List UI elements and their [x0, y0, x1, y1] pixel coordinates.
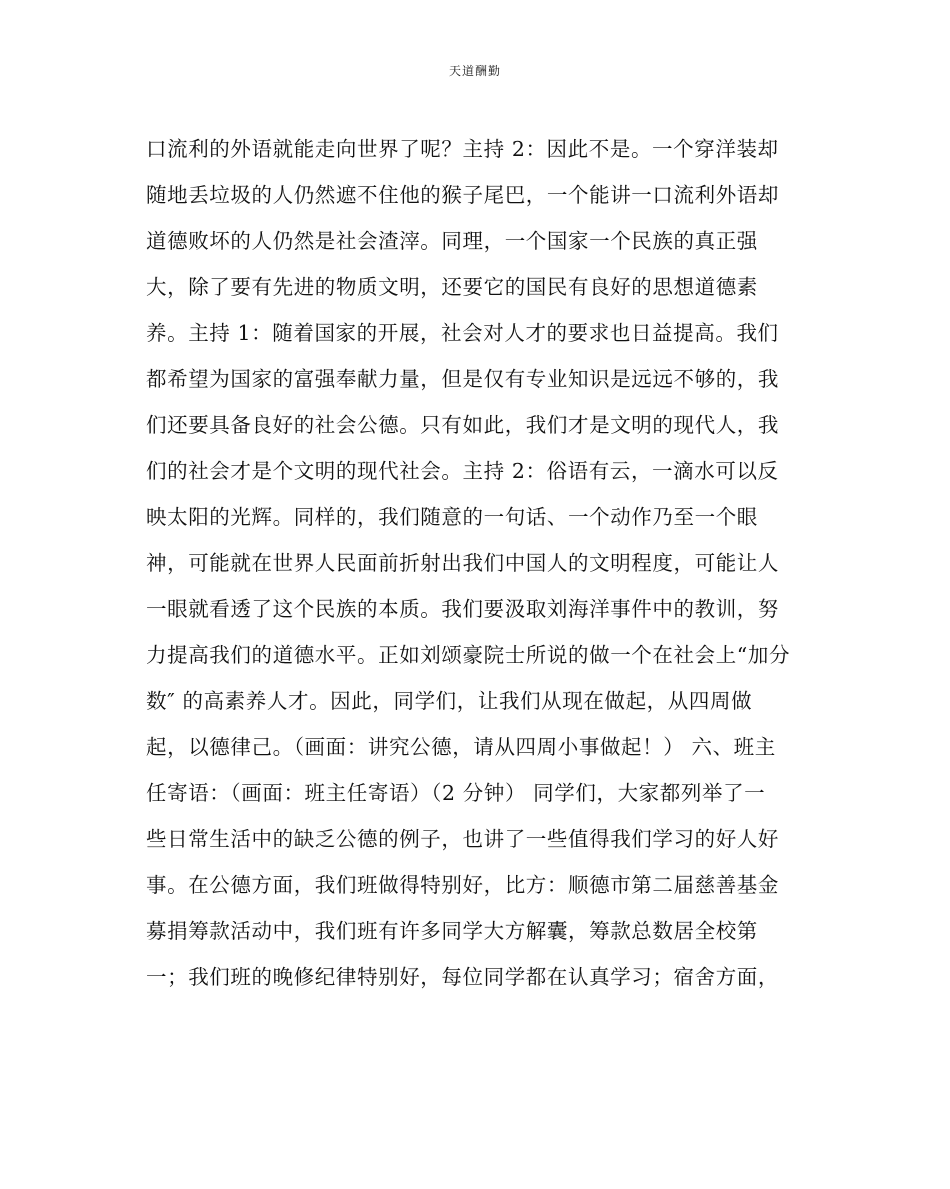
text-line: 神，可能就在世界人民面前折射出我们中国人的文明程度，可能让人 — [146, 551, 779, 575]
text-line: 一；我们班的晚修纪律特别好，每位同学都在认真学习；宿舍方面， — [146, 965, 779, 989]
text-line: 养。主持 1：随着国家的开展，社会对人才的要求也日益提高。我们 — [146, 321, 779, 345]
page-header: 天道酬勤 — [448, 64, 501, 78]
text-line: 数″ 的高素养人才。因此，同学们，让我们从现在做起，从四周做 — [146, 689, 753, 713]
text-line: 口流利的外语就能走向世界了呢？主持 2：因此不是。一个穿洋装却 — [146, 137, 779, 161]
text-line: 起，以德律己。（画面：讲究公德，请从四周小事做起！） 六、班主 — [146, 735, 776, 759]
body-text — [146, 126, 814, 1000]
text-line: 们的社会才是个文明的现代社会。主持 2：俗语有云，一滴水可以反 — [146, 459, 779, 483]
text-line: 一眼就看透了这个民族的本质。我们要汲取刘海洋事件中的教训，努 — [146, 597, 779, 621]
text-line: 道德败坏的人仍然是社会渣滓。同理，一个国家一个民族的真正强 — [146, 229, 758, 253]
text-line: 映太阳的光辉。同样的，我们随意的一句话、一个动作乃至一个眼 — [146, 505, 758, 529]
text-line: 力提高我们的道德水平。正如刘颂豪院士所说的做一个在社会上“加分 — [146, 643, 791, 667]
text-line: 募捐筹款活动中，我们班有许多同学大方解囊，筹款总数居全校第 — [146, 919, 758, 943]
text-line: 随地丢垃圾的人仍然遮不住他的猴子尾巴，一个能讲一口流利外语却 — [146, 183, 779, 207]
text-line: 事。在公德方面，我们班做得特别好，比方：顺德市第二届慈善基金 — [146, 873, 779, 897]
text-line: 些日常生活中的缺乏公德的例子，也讲了一些值得我们学习的好人好 — [146, 827, 779, 851]
text-line: 任寄语：（画面：班主任寄语）（2 分钟） 同学们，大家都列举了一 — [146, 781, 766, 805]
text-line: 们还要具备良好的社会公德。只有如此，我们才是文明的现代人，我 — [146, 413, 779, 437]
text-line: 都希望为国家的富强奉献力量，但是仅有专业知识是远远不够的，我 — [146, 367, 779, 391]
text-line: 大，除了要有先进的物质文明，还要它的国民有良好的思想道德素 — [146, 275, 758, 299]
